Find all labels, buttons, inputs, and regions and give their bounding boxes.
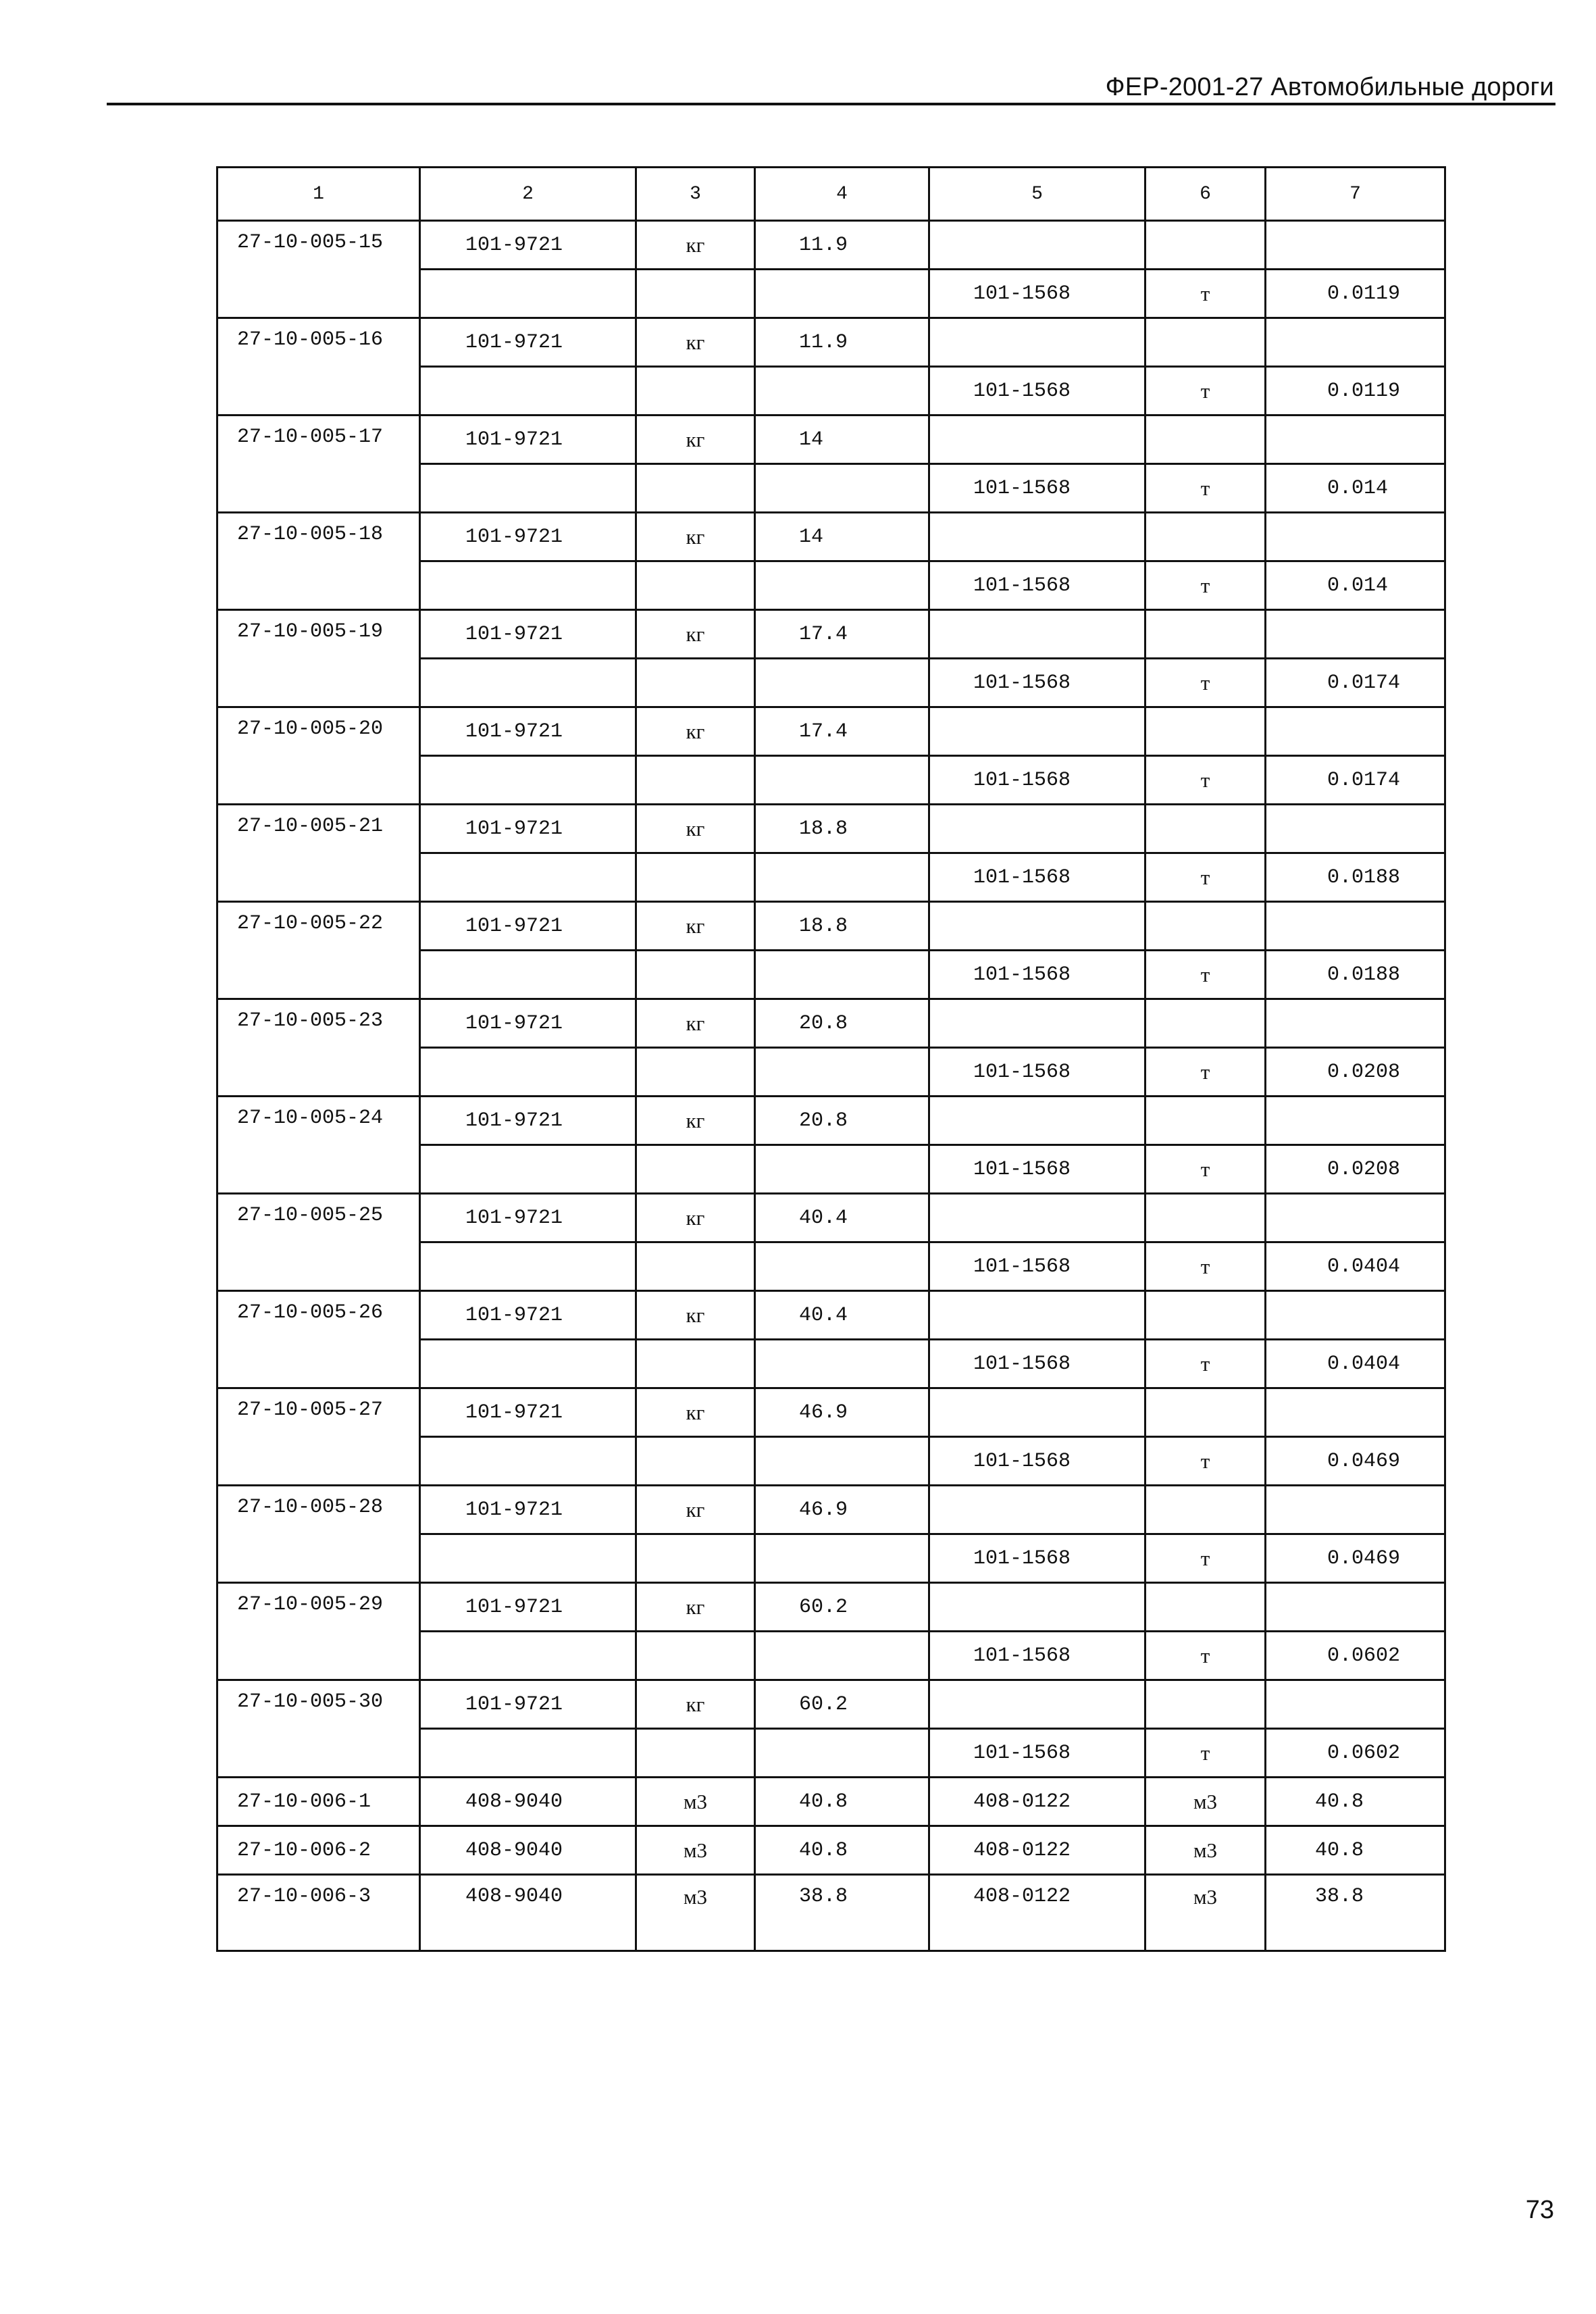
replacement-unit-cell: [1145, 513, 1266, 561]
replacement-code-cell: 101-1568: [929, 659, 1145, 707]
table-row: [217, 318, 1445, 367]
replacement-unit-cell: м3: [1145, 1826, 1266, 1875]
resource-code-cell: 101-9721: [420, 1486, 636, 1534]
replacement-code-cell: [929, 1097, 1145, 1145]
unit-cell: [636, 1729, 755, 1778]
replacement-code-cell: [929, 318, 1145, 367]
resource-code-cell: [420, 367, 636, 416]
unit-cell: [636, 1145, 755, 1194]
replacement-unit-cell: [1145, 805, 1266, 853]
quantity-cell: 60.2: [755, 1680, 929, 1729]
replacement-quantity-cell: [1266, 416, 1445, 464]
resource-code-cell: 408-9040: [420, 1778, 636, 1826]
resource-table-container: [216, 166, 1446, 1952]
quantity-cell: 11.9: [755, 221, 929, 270]
replacement-unit-cell: т: [1145, 464, 1266, 513]
resource-code-cell: [420, 1242, 636, 1291]
column-header-7: 7: [1266, 168, 1445, 221]
replacement-quantity-cell: [1266, 707, 1445, 756]
rate-code-cell: 27-10-005-25: [217, 1194, 420, 1291]
rate-code-cell: 27-10-006-2: [217, 1826, 420, 1875]
replacement-code-cell: [929, 610, 1145, 659]
quantity-cell: [755, 1340, 929, 1388]
resource-code-cell: 101-9721: [420, 1680, 636, 1729]
resource-code-cell: 101-9721: [420, 610, 636, 659]
unit-cell: кг: [636, 902, 755, 951]
unit-cell: [636, 367, 755, 416]
replacement-unit-cell: т: [1145, 1242, 1266, 1291]
resource-code-cell: 101-9721: [420, 1388, 636, 1437]
unit-cell: [636, 853, 755, 902]
table-row: [217, 416, 1445, 464]
table-header-row: [217, 168, 1445, 221]
table-row: [217, 1388, 1445, 1437]
replacement-unit-cell: [1145, 902, 1266, 951]
resource-code-cell: 101-9721: [420, 1291, 636, 1340]
replacement-code-cell: 101-1568: [929, 1534, 1145, 1583]
unit-cell: м3: [636, 1778, 755, 1826]
replacement-code-cell: [929, 1486, 1145, 1534]
replacement-quantity-cell: 0.0404: [1266, 1242, 1445, 1291]
replacement-quantity-cell: 40.8: [1266, 1826, 1445, 1875]
replacement-code-cell: 101-1568: [929, 853, 1145, 902]
resource-code-cell: [420, 1437, 636, 1486]
quantity-cell: [755, 270, 929, 318]
rate-code-cell: 27-10-005-23: [217, 999, 420, 1097]
quantity-cell: 46.9: [755, 1388, 929, 1437]
rate-code-cell: 27-10-005-21: [217, 805, 420, 902]
rate-code-cell: 27-10-005-15: [217, 221, 420, 318]
replacement-code-cell: 408-0122: [929, 1826, 1145, 1875]
unit-cell: кг: [636, 513, 755, 561]
column-header-5: 5: [929, 168, 1145, 221]
table-row: [217, 902, 1445, 951]
quantity-cell: [755, 1729, 929, 1778]
resource-code-cell: 101-9721: [420, 416, 636, 464]
unit-cell: кг: [636, 610, 755, 659]
replacement-unit-cell: [1145, 1583, 1266, 1632]
replacement-code-cell: 101-1568: [929, 1242, 1145, 1291]
rate-code-cell: 27-10-005-18: [217, 513, 420, 610]
quantity-cell: 38.8: [755, 1875, 929, 1951]
replacement-quantity-cell: 0.0208: [1266, 1048, 1445, 1097]
replacement-quantity-cell: [1266, 1388, 1445, 1437]
quantity-cell: [755, 1242, 929, 1291]
unit-cell: [636, 1534, 755, 1583]
replacement-unit-cell: т: [1145, 1534, 1266, 1583]
replacement-quantity-cell: [1266, 1583, 1445, 1632]
quantity-cell: [755, 464, 929, 513]
replacement-code-cell: [929, 999, 1145, 1048]
replacement-unit-cell: т: [1145, 1048, 1266, 1097]
replacement-unit-cell: [1145, 1194, 1266, 1242]
replacement-unit-cell: [1145, 318, 1266, 367]
replacement-unit-cell: [1145, 1486, 1266, 1534]
unit-cell: [636, 659, 755, 707]
table-row: [217, 1875, 1445, 1951]
unit-cell: м3: [636, 1826, 755, 1875]
unit-cell: кг: [636, 1291, 755, 1340]
replacement-quantity-cell: [1266, 1097, 1445, 1145]
replacement-unit-cell: [1145, 1097, 1266, 1145]
replacement-unit-cell: [1145, 1680, 1266, 1729]
quantity-cell: [755, 367, 929, 416]
unit-cell: [636, 464, 755, 513]
rate-code-cell: 27-10-005-17: [217, 416, 420, 513]
replacement-code-cell: [929, 805, 1145, 853]
replacement-quantity-cell: 0.0174: [1266, 756, 1445, 805]
rate-code-cell: 27-10-006-3: [217, 1875, 420, 1951]
unit-cell: м3: [636, 1875, 755, 1951]
replacement-quantity-cell: 0.0602: [1266, 1632, 1445, 1680]
unit-cell: кг: [636, 1583, 755, 1632]
table-row: [217, 1486, 1445, 1534]
resource-code-cell: [420, 1729, 636, 1778]
resource-code-cell: [420, 1145, 636, 1194]
replacement-code-cell: 408-0122: [929, 1778, 1145, 1826]
replacement-quantity-cell: 0.0602: [1266, 1729, 1445, 1778]
resource-code-cell: [420, 270, 636, 318]
replacement-code-cell: [929, 221, 1145, 270]
page-number: 73: [1525, 2196, 1554, 2224]
unit-cell: кг: [636, 707, 755, 756]
column-header-4: 4: [755, 168, 929, 221]
replacement-code-cell: 101-1568: [929, 1632, 1145, 1680]
replacement-quantity-cell: 38.8: [1266, 1875, 1445, 1951]
column-header-6: 6: [1145, 168, 1266, 221]
replacement-code-cell: 101-1568: [929, 1340, 1145, 1388]
unit-cell: [636, 756, 755, 805]
replacement-code-cell: [929, 1583, 1145, 1632]
replacement-code-cell: 101-1568: [929, 367, 1145, 416]
resource-code-cell: 101-9721: [420, 805, 636, 853]
rate-code-cell: 27-10-005-19: [217, 610, 420, 707]
unit-cell: кг: [636, 416, 755, 464]
replacement-unit-cell: т: [1145, 756, 1266, 805]
resource-code-cell: [420, 1048, 636, 1097]
replacement-unit-cell: т: [1145, 853, 1266, 902]
quantity-cell: 20.8: [755, 999, 929, 1048]
quantity-cell: 20.8: [755, 1097, 929, 1145]
replacement-code-cell: 101-1568: [929, 1048, 1145, 1097]
replacement-quantity-cell: 0.014: [1266, 464, 1445, 513]
replacement-unit-cell: [1145, 221, 1266, 270]
resource-code-cell: [420, 1632, 636, 1680]
unit-cell: кг: [636, 1680, 755, 1729]
replacement-code-cell: [929, 707, 1145, 756]
resource-code-cell: [420, 561, 636, 610]
resource-code-cell: 408-9040: [420, 1875, 636, 1951]
resource-code-cell: [420, 756, 636, 805]
quantity-cell: [755, 659, 929, 707]
replacement-unit-cell: [1145, 707, 1266, 756]
replacement-code-cell: 101-1568: [929, 1145, 1145, 1194]
quantity-cell: 17.4: [755, 610, 929, 659]
rate-code-cell: 27-10-005-24: [217, 1097, 420, 1194]
replacement-unit-cell: т: [1145, 951, 1266, 999]
unit-cell: кг: [636, 1388, 755, 1437]
resource-code-cell: 101-9721: [420, 221, 636, 270]
replacement-unit-cell: м3: [1145, 1875, 1266, 1951]
replacement-code-cell: [929, 1680, 1145, 1729]
replacement-unit-cell: [1145, 999, 1266, 1048]
resource-code-cell: 101-9721: [420, 1194, 636, 1242]
replacement-code-cell: [929, 1194, 1145, 1242]
table-row: [217, 221, 1445, 270]
replacement-code-cell: 101-1568: [929, 561, 1145, 610]
resource-table-body: [217, 168, 1445, 1951]
table-row: [217, 1291, 1445, 1340]
quantity-cell: 40.4: [755, 1291, 929, 1340]
rate-code-cell: 27-10-005-27: [217, 1388, 420, 1486]
replacement-unit-cell: т: [1145, 561, 1266, 610]
quantity-cell: 46.9: [755, 1486, 929, 1534]
unit-cell: [636, 1340, 755, 1388]
replacement-quantity-cell: 0.0188: [1266, 853, 1445, 902]
table-row: [217, 1097, 1445, 1145]
resource-code-cell: 408-9040: [420, 1826, 636, 1875]
quantity-cell: 60.2: [755, 1583, 929, 1632]
replacement-quantity-cell: [1266, 999, 1445, 1048]
resource-code-cell: 101-9721: [420, 999, 636, 1048]
table-row: [217, 1583, 1445, 1632]
rate-code-cell: 27-10-005-29: [217, 1583, 420, 1680]
replacement-quantity-cell: 0.0174: [1266, 659, 1445, 707]
quantity-cell: [755, 853, 929, 902]
column-header-1: 1: [217, 168, 420, 221]
replacement-code-cell: [929, 902, 1145, 951]
resource-code-cell: [420, 951, 636, 999]
quantity-cell: [755, 1048, 929, 1097]
unit-cell: [636, 270, 755, 318]
replacement-quantity-cell: [1266, 805, 1445, 853]
quantity-cell: 18.8: [755, 805, 929, 853]
replacement-quantity-cell: 0.0469: [1266, 1534, 1445, 1583]
replacement-code-cell: 408-0122: [929, 1875, 1145, 1951]
resource-code-cell: [420, 1340, 636, 1388]
replacement-quantity-cell: 0.0404: [1266, 1340, 1445, 1388]
quantity-cell: [755, 1632, 929, 1680]
quantity-cell: [755, 1534, 929, 1583]
replacement-quantity-cell: [1266, 221, 1445, 270]
replacement-code-cell: [929, 1291, 1145, 1340]
rate-code-cell: 27-10-005-30: [217, 1680, 420, 1778]
resource-code-cell: [420, 464, 636, 513]
resource-code-cell: 101-9721: [420, 902, 636, 951]
replacement-unit-cell: т: [1145, 1145, 1266, 1194]
replacement-code-cell: 101-1568: [929, 464, 1145, 513]
unit-cell: кг: [636, 805, 755, 853]
replacement-unit-cell: т: [1145, 1729, 1266, 1778]
replacement-unit-cell: [1145, 1291, 1266, 1340]
replacement-quantity-cell: 0.0119: [1266, 367, 1445, 416]
rate-code-cell: 27-10-005-20: [217, 707, 420, 805]
replacement-quantity-cell: [1266, 318, 1445, 367]
replacement-quantity-cell: 0.0188: [1266, 951, 1445, 999]
resource-table: [216, 166, 1446, 1952]
unit-cell: [636, 1048, 755, 1097]
replacement-quantity-cell: [1266, 1680, 1445, 1729]
table-row: [217, 610, 1445, 659]
table-row: [217, 513, 1445, 561]
rate-code-cell: 27-10-005-22: [217, 902, 420, 999]
replacement-code-cell: 101-1568: [929, 1729, 1145, 1778]
quantity-cell: 11.9: [755, 318, 929, 367]
replacement-unit-cell: т: [1145, 659, 1266, 707]
quantity-cell: [755, 561, 929, 610]
quantity-cell: 40.4: [755, 1194, 929, 1242]
quantity-cell: 14: [755, 513, 929, 561]
replacement-code-cell: [929, 513, 1145, 561]
rate-code-cell: 27-10-005-28: [217, 1486, 420, 1583]
replacement-code-cell: 101-1568: [929, 951, 1145, 999]
quantity-cell: [755, 1145, 929, 1194]
replacement-quantity-cell: 0.014: [1266, 561, 1445, 610]
replacement-quantity-cell: [1266, 902, 1445, 951]
resource-code-cell: [420, 853, 636, 902]
quantity-cell: 40.8: [755, 1778, 929, 1826]
replacement-unit-cell: [1145, 1388, 1266, 1437]
quantity-cell: [755, 1437, 929, 1486]
replacement-quantity-cell: [1266, 610, 1445, 659]
quantity-cell: 14: [755, 416, 929, 464]
replacement-unit-cell: [1145, 610, 1266, 659]
replacement-quantity-cell: [1266, 1486, 1445, 1534]
replacement-quantity-cell: 40.8: [1266, 1778, 1445, 1826]
rate-code-cell: 27-10-006-1: [217, 1778, 420, 1826]
replacement-unit-cell: т: [1145, 1340, 1266, 1388]
quantity-cell: 40.8: [755, 1826, 929, 1875]
replacement-unit-cell: [1145, 416, 1266, 464]
table-row: [217, 1778, 1445, 1826]
replacement-code-cell: 101-1568: [929, 270, 1145, 318]
replacement-unit-cell: м3: [1145, 1778, 1266, 1826]
table-row: [217, 1826, 1445, 1875]
resource-code-cell: 101-9721: [420, 1583, 636, 1632]
unit-cell: [636, 1437, 755, 1486]
unit-cell: [636, 951, 755, 999]
page-header-title: ФЕР-2001-27 Автомобильные дороги: [1105, 73, 1554, 101]
table-row: [217, 1194, 1445, 1242]
rate-code-cell: 27-10-005-26: [217, 1291, 420, 1388]
replacement-code-cell: 101-1568: [929, 1437, 1145, 1486]
replacement-code-cell: [929, 1388, 1145, 1437]
replacement-quantity-cell: [1266, 513, 1445, 561]
replacement-code-cell: 101-1568: [929, 756, 1145, 805]
table-row: [217, 999, 1445, 1048]
replacement-code-cell: [929, 416, 1145, 464]
resource-code-cell: 101-9721: [420, 1097, 636, 1145]
unit-cell: [636, 1632, 755, 1680]
quantity-cell: [755, 951, 929, 999]
rate-code-cell: 27-10-005-16: [217, 318, 420, 416]
unit-cell: кг: [636, 1486, 755, 1534]
resource-code-cell: [420, 1534, 636, 1583]
replacement-unit-cell: т: [1145, 1632, 1266, 1680]
resource-code-cell: 101-9721: [420, 318, 636, 367]
quantity-cell: 18.8: [755, 902, 929, 951]
unit-cell: кг: [636, 318, 755, 367]
replacement-unit-cell: т: [1145, 367, 1266, 416]
unit-cell: кг: [636, 999, 755, 1048]
replacement-quantity-cell: 0.0208: [1266, 1145, 1445, 1194]
resource-code-cell: 101-9721: [420, 513, 636, 561]
unit-cell: [636, 1242, 755, 1291]
header-divider: [107, 103, 1555, 105]
table-row: [217, 1680, 1445, 1729]
replacement-unit-cell: т: [1145, 270, 1266, 318]
quantity-cell: 17.4: [755, 707, 929, 756]
unit-cell: кг: [636, 221, 755, 270]
resource-code-cell: [420, 659, 636, 707]
replacement-unit-cell: т: [1145, 1437, 1266, 1486]
replacement-quantity-cell: [1266, 1194, 1445, 1242]
unit-cell: [636, 561, 755, 610]
unit-cell: кг: [636, 1097, 755, 1145]
resource-code-cell: 101-9721: [420, 707, 636, 756]
table-row: [217, 707, 1445, 756]
replacement-quantity-cell: 0.0469: [1266, 1437, 1445, 1486]
column-header-2: 2: [420, 168, 636, 221]
column-header-3: 3: [636, 168, 755, 221]
replacement-quantity-cell: 0.0119: [1266, 270, 1445, 318]
table-row: [217, 805, 1445, 853]
quantity-cell: [755, 756, 929, 805]
replacement-quantity-cell: [1266, 1291, 1445, 1340]
unit-cell: кг: [636, 1194, 755, 1242]
